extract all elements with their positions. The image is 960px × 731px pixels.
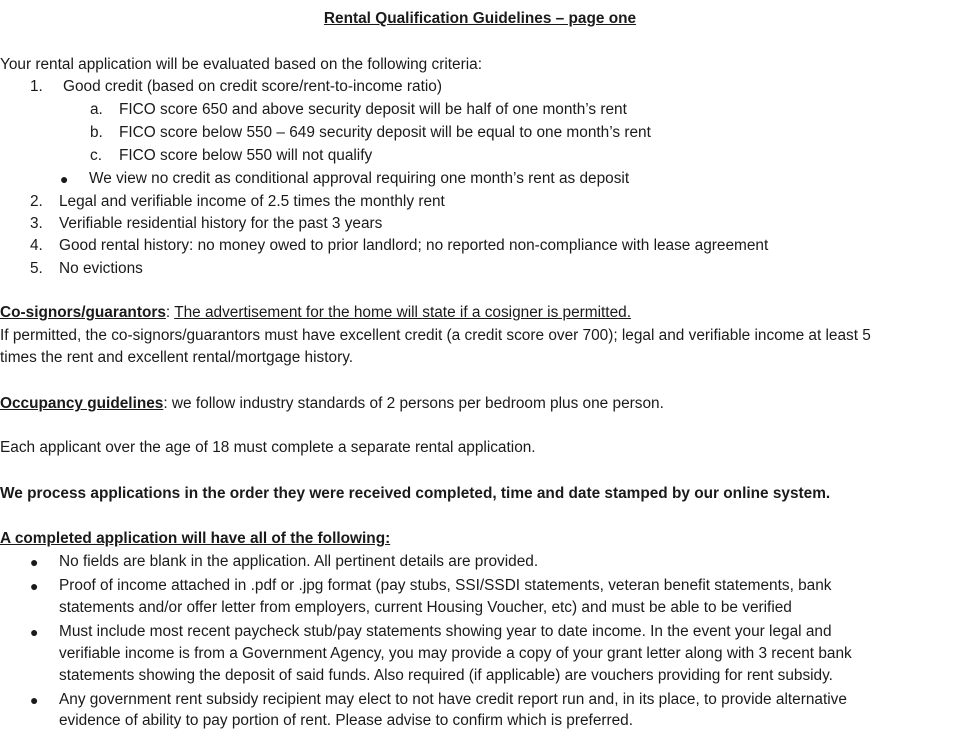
list-item: Any government rent subsidy recipient may elect to not have credit report run and, in its place, to provide alternative (59, 691, 847, 708)
list-item-continued: verifiable income is from a Government Agency, you may provide a copy of your grant letter along with 3 recent bank (59, 645, 852, 662)
intro-text: Your rental application will be evaluated based on the following criteria: (0, 56, 482, 73)
list-number: 4. (30, 237, 43, 254)
list-item-continued: evidence of ability to pay portion of rent. Please advise to confirm which is preferred. (59, 712, 634, 729)
list-number: 3. (30, 215, 43, 232)
list-item-continued: statements showing the deposit of said funds. Also required (if applicable) are vouchers providing for rent subsidy. (59, 667, 833, 684)
list-number: 1. (30, 78, 43, 95)
list-item: Legal and verifiable income of 2.5 times the monthly rent (59, 193, 445, 210)
list-item-continued: statements and/or offer letter from employers, current Housing Voucher, etc) and must be able to be verified (59, 599, 792, 616)
bullet-icon: ● (30, 578, 39, 594)
occupancy-heading: Occupancy guidelines (0, 395, 164, 412)
cosigners-text-line: If permitted, the co-signors/guarantors must have excellent credit (a credit score over 700); legal and verifiable income at least 5 (0, 327, 871, 344)
cosigners-colon: : (165, 304, 175, 321)
cosigners-text-line: times the rent and excellent rental/mortgage history. (0, 349, 354, 366)
cosigners-note: The advertisement for the home will state if a cosigner is permitted. (174, 304, 631, 321)
sub-item: FICO score below 550 will not qualify (119, 147, 373, 164)
bullet-icon: ● (60, 171, 69, 187)
applicant-note: Each applicant over the age of 18 must complete a separate rental application. (0, 439, 536, 456)
list-item: No fields are blank in the application. All pertinent details are provided. (59, 553, 539, 570)
bullet-icon: ● (30, 554, 39, 570)
list-item: Good credit (based on credit score/rent-to-income ratio) (63, 78, 442, 95)
list-item: Must include most recent paycheck stub/pay statements showing year to date income. In the event your legal and (59, 623, 832, 640)
list-number: 5. (30, 260, 43, 277)
sub-letter: a. (90, 101, 103, 118)
list-item: No evictions (59, 260, 143, 277)
bullet-icon: ● (30, 624, 39, 640)
sub-item: FICO score below 550 – 649 security deposit will be equal to one month’s rent (119, 124, 651, 141)
sub-bullet-item: We view no credit as conditional approval requiring one month’s rent as deposit (89, 170, 630, 187)
bullet-icon: ● (30, 692, 39, 708)
sub-item: FICO score 650 and above security deposit will be half of one month’s rent (119, 101, 627, 118)
completed-heading: A completed application will have all of the following: (0, 530, 391, 547)
sub-letter: c. (90, 147, 102, 164)
occupancy-line (0, 394, 664, 414)
list-item: Proof of income attached in .pdf or .jpg format (pay stubs, SSI/SSDI statements, veteran benefit statements, bank (59, 577, 832, 594)
list-item: Verifiable residential history for the past 3 years (59, 215, 383, 232)
cosigners-heading: Co-signors/guarantors (0, 304, 166, 321)
list-item: Good rental history: no money owed to prior landlord; no reported non-compliance with lease agreement (59, 237, 769, 254)
process-note: We process applications in the order they were received completed, time and date stamped by our online system. (0, 485, 831, 502)
cosigners-heading-line (0, 303, 631, 323)
sub-letter: b. (90, 124, 103, 141)
page-title: Rental Qualification Guidelines – page one (323, 10, 637, 27)
list-number: 2. (30, 193, 43, 210)
occupancy-text: : we follow industry standards of 2 persons per bedroom plus one person. (163, 395, 664, 412)
